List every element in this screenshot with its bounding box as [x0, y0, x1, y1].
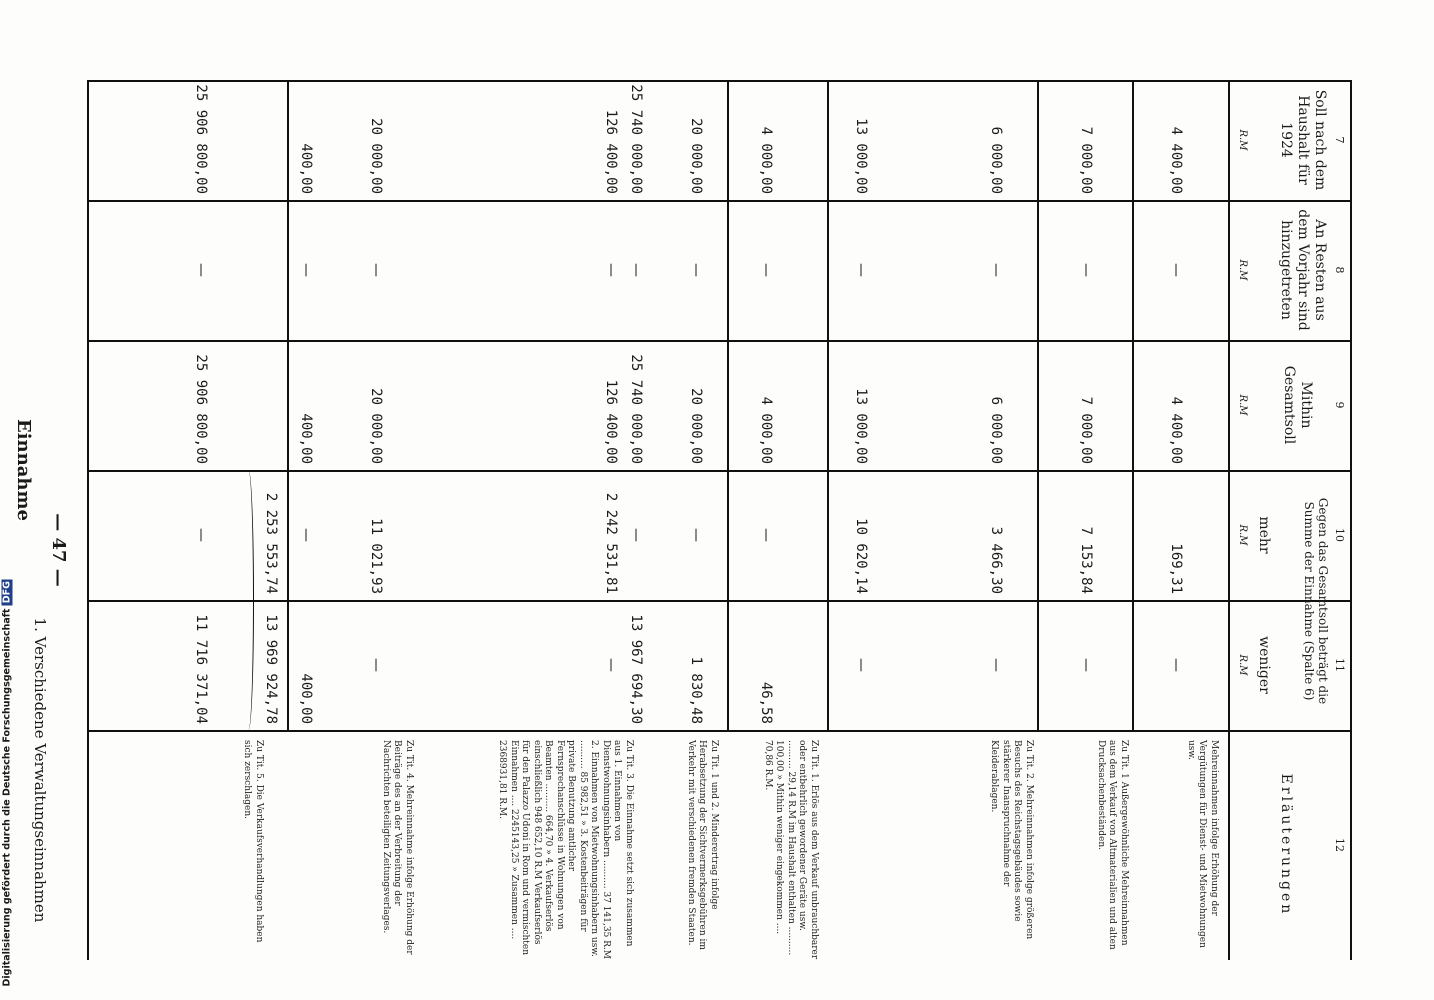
table-bottom-rule — [87, 80, 89, 960]
header-rule — [1228, 80, 1230, 960]
page-number: — 47 — — [48, 513, 69, 587]
col-divider-11-12 — [87, 600, 1352, 602]
row4-weniger: — — [853, 658, 869, 672]
total-weniger: 11 716 371,04 — [193, 614, 209, 724]
row7-mehr: — — [628, 528, 644, 542]
row8-note: Zu Tit. 3. Die Einnahme setzt sich zusammen aus 1. Einnahmen von Dienstwohnungsinhabern .......... 37 141,35 R.M 2. Einnahmen von Mietwohnungsinhabern usw. .......... 85 982,51 » 3. Kostenbeiträgen für private Benutzung amtlicher Fernsprechanschlüsse in Wohnungen von Beamten .......... 664,70 » 4. Verkaufserlös einschließlich 948 652,10 R.M Verkaufserlös für den Palazzo Udoni in Rom und vermischten Einnahmen .... 2245143,25 » Zusammen .... 2368931,81 R.M. — [497, 740, 634, 960]
total-gesamt: 25 906 800,00 — [193, 354, 209, 464]
col-divider-10-11 — [87, 470, 1352, 472]
row1-soll: 4 400,00 — [1168, 126, 1184, 194]
col-divider-8-9 — [87, 200, 1352, 202]
row3-soll: 6 000,00 — [988, 126, 1004, 194]
row5-soll: 4 000,00 — [758, 126, 774, 194]
col8-number: 8 — [1333, 266, 1346, 274]
row5-gesamt: 4 000,00 — [758, 396, 774, 464]
row3-reste: — — [988, 263, 1004, 277]
col7-number: 7 — [1333, 136, 1346, 144]
row4-reste: — — [853, 263, 869, 277]
col11-sub: weniger — [1256, 636, 1272, 694]
row3-weniger: — — [988, 658, 1004, 672]
row6-soll: 20 000,00 — [688, 118, 704, 194]
section-subtitle: 1. Verschiedene Verwaltungseinnahmen — [31, 617, 49, 923]
col9-header: Mithin Gesamtsoll — [1281, 365, 1314, 445]
row4-gesamt: 13 000,00 — [853, 388, 869, 464]
row9-gesamt: 20 000,00 — [368, 388, 384, 464]
col12-header: Erläuterungen — [1278, 773, 1294, 917]
row6-reste: — — [688, 263, 704, 277]
row8-gesamt: 126 400,00 — [603, 379, 619, 464]
group-rule-3 — [827, 80, 829, 730]
row2-reste: — — [1078, 263, 1094, 277]
col-divider-7-8 — [87, 80, 1352, 82]
row6-note: Zu Tit. 1 und 2. Minderertrag infolge Herabsetzung der Sichtvermerksgebühren im Verkehr mit verschiedenen fremden Staaten. — [686, 740, 719, 950]
col10-number: 10 — [1333, 528, 1346, 542]
row2-gesamt: 7 000,00 — [1078, 396, 1094, 464]
row10-note: Zu Tit. 5. Die Verkaufsverhandlungen haben sich zerschlagen. — [242, 740, 264, 943]
col10-sub: mehr — [1256, 516, 1272, 554]
group-rule-1 — [1132, 80, 1134, 730]
row5-mehr: — — [758, 528, 774, 542]
col9-number: 9 — [1333, 401, 1346, 409]
row1-reste: — — [1168, 263, 1184, 277]
row10-gesamt: 400,00 — [298, 413, 314, 464]
dfg-badge: DFG — [1, 581, 13, 604]
row1-note: Mehreinnahmen infolge Erhöhung der Vergütungen für Dienst- und Mietwohnungen usw. — [1186, 740, 1219, 948]
group-rule-5 — [287, 80, 289, 730]
col-divider-9-10 — [87, 340, 1352, 342]
col11-number: 11 — [1333, 658, 1346, 672]
row2-note: Zu Tit. 1 Außergewöhnliche Mehreinnahmen aus dem Verkauf von Altmaterialien und alten Drucksachenbeständen. — [1096, 740, 1129, 950]
col10-unit: R.M — [1237, 524, 1248, 546]
row7-soll: 25 740 000,00 — [628, 84, 644, 194]
total-mehr: — — [193, 528, 209, 542]
row6-weniger: 1 830,48 — [688, 656, 704, 724]
row3-note: Zu Tit. 2. Mehreinnahmen infolge größeren Besuchs des Reichstagsgebäudes sowie stärkerer Inanspruchnahme der Kleiderablagen. — [989, 740, 1034, 940]
row9-weniger: — — [368, 658, 384, 672]
row2-weniger: — — [1078, 658, 1094, 672]
row2-soll: 7 000,00 — [1078, 126, 1094, 194]
credit-text: Digitalisierung gefördert durch die Deutsche Forschungsgemeinschaft — [1, 608, 13, 987]
row1-gesamt: 4 400,00 — [1168, 396, 1184, 464]
row10-weniger: 400,00 — [298, 673, 314, 724]
row7-reste: — — [628, 263, 644, 277]
row2-mehr: 7 153,84 — [1078, 526, 1094, 594]
col-divider-12-end — [87, 730, 1352, 732]
group-rule-2 — [1037, 80, 1039, 730]
row5-note: Zu Tit. 1. Erlös aus dem Verkauf unbrauchbarer oder entbehrlich gewordener Geräte usw. .......... 29,14 R.M im Haushalt enthalten .......... 100,00 » Mithin weniger eingekommen .... 70,86 R.M. — [763, 740, 819, 960]
digitization-credit — [0, 581, 14, 994]
row10-mehr: — — [298, 528, 314, 542]
row1-weniger: — — [1168, 658, 1184, 672]
row10-soll: 400,00 — [298, 143, 314, 194]
row7-gesamt: 25 740 000,00 — [628, 354, 644, 464]
col9-unit: R.M — [1237, 394, 1248, 416]
col8-header: An Resten aus dem Vorjahr sind hinzugetreten — [1278, 209, 1328, 331]
group-rule-4 — [727, 80, 729, 730]
row9-note: Zu Tit. 4. Mehreinnahme infolge Erhöhung der Beiträge des an der Verbreitung der Nachrichten beteiligten Zeitungsverlages. — [381, 740, 414, 955]
col12-number: 12 — [1333, 838, 1346, 852]
row3-gesamt: 6 000,00 — [988, 396, 1004, 464]
row6-gesamt: 20 000,00 — [688, 388, 704, 464]
row6-mehr: — — [688, 528, 704, 542]
row3-mehr: 3 466,30 — [988, 526, 1004, 594]
row5-reste: — — [758, 263, 774, 277]
row4-soll: 13 000,00 — [853, 118, 869, 194]
row8-weniger: — — [603, 658, 619, 672]
row9-soll: 20 000,00 — [368, 118, 384, 194]
total-soll: 25 906 800,00 — [193, 84, 209, 194]
row8-mehr: 2 242 531,81 — [603, 492, 619, 594]
col8-unit: R.M — [1237, 259, 1248, 281]
col7-header: Soll nach dem Haushalt für 1924 — [1278, 89, 1328, 191]
subtotal-mehr: 2 253 553,74 — [263, 492, 279, 594]
row4-mehr: 10 620,14 — [853, 518, 869, 594]
row8-soll: 126 400,00 — [603, 109, 619, 194]
row7-weniger: 13 967 694,30 — [628, 614, 644, 724]
row9-reste: — — [368, 263, 384, 277]
section-title: Einnahme — [13, 419, 34, 521]
row9-mehr: 11 021,93 — [368, 518, 384, 594]
col11-unit: R.M — [1237, 654, 1248, 676]
col10-11-header: Gegen das Gesamtsoll beträgt die Summe der Einnahme (Spalte 6) — [1302, 497, 1330, 705]
table-top-rule — [1350, 80, 1352, 960]
brace — [243, 470, 254, 730]
col7-unit: R.M — [1237, 129, 1248, 151]
total-reste: — — [193, 263, 209, 277]
subtotal-weniger: 13 969 924,78 — [263, 614, 279, 724]
row1-mehr: 169,31 — [1168, 543, 1184, 594]
row8-reste: — — [603, 263, 619, 277]
row10-reste: — — [298, 263, 314, 277]
row5-weniger: 46,58 — [758, 681, 774, 724]
